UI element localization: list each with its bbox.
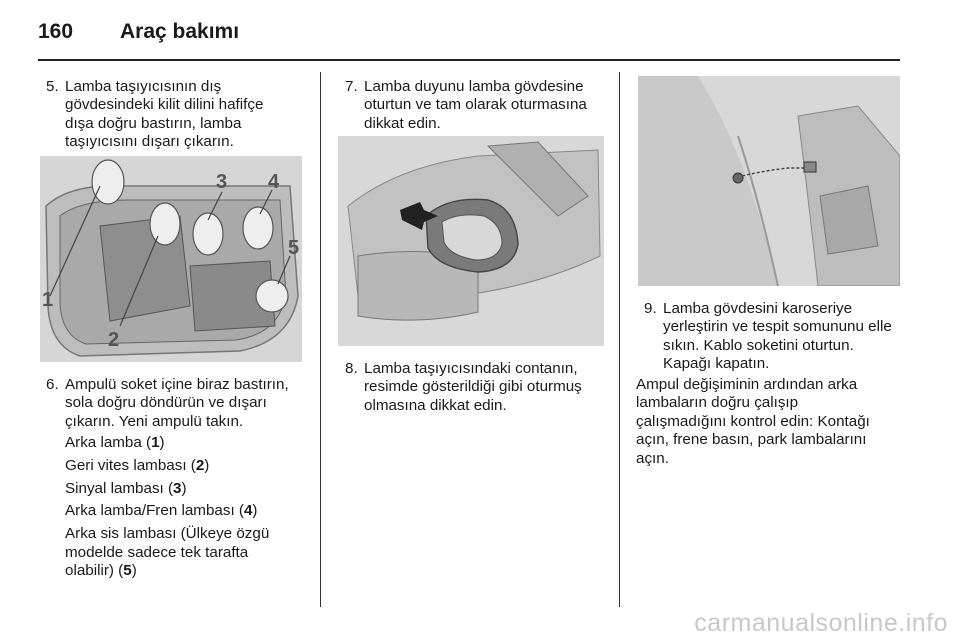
step-line: oturtun ve tam olarak oturmasına — [364, 96, 587, 114]
step-7 — [345, 78, 615, 133]
housing-illustration — [638, 76, 900, 286]
step-line: taşıyıcısını dışarı çıkarın. — [65, 133, 234, 151]
bulb-item: Sinyal lambası (3) — [65, 479, 187, 497]
closing-paragraph: Ampul değişiminin ardından arka lambaların doğru çalışıp çalışmadığını kontrol edin: Kontağı açın, frene basın, park lambalarını açın. — [636, 376, 870, 467]
step-line: Lamba taşıyıcısındaki contanın, — [364, 360, 578, 377]
step-line: olmasına dikkat edin. — [364, 396, 507, 414]
step-line: sola doğru döndürün ve dışarı — [65, 394, 267, 412]
page-number: 160 — [38, 20, 74, 43]
step-number: 8. — [345, 360, 358, 377]
step-line: Lamba taşıyıcısının dış — [65, 78, 222, 95]
bulb-4-shape — [243, 207, 273, 249]
callout-3: 3 — [216, 171, 228, 193]
step-number: 9. — [644, 300, 657, 317]
step-line: gövdesindeki kilit dilini hafifçe — [65, 96, 264, 114]
socket-illustration — [338, 136, 604, 346]
callout-1: 1 — [42, 289, 54, 311]
figure-lamp-housing — [638, 76, 900, 286]
step-number: 6. — [46, 376, 59, 393]
step-line: çıkarın. Yeni ampulü takın. — [65, 412, 244, 430]
step-line: Kapağı kapatın. — [663, 355, 770, 373]
step-line: Lamba duyunu lamba gövdesine — [364, 78, 584, 95]
figure-bulb-socket — [338, 136, 604, 346]
header-rule — [38, 59, 900, 61]
nut-shape — [733, 173, 743, 183]
step-line: dışa doğru bastırın, lamba — [65, 114, 242, 132]
step-8 — [345, 360, 615, 415]
step-number: 7. — [345, 78, 358, 95]
callout-4: 4 — [268, 171, 280, 193]
page-header — [38, 14, 918, 54]
step-5 — [46, 78, 316, 152]
step-number: 5. — [46, 78, 59, 95]
column-divider-2 — [619, 72, 620, 607]
figure-tail-lamp-bulbs — [40, 156, 302, 362]
bulb-item: Geri vites lambası (2) — [65, 456, 210, 474]
tail-lamp-illustration — [40, 156, 302, 362]
bulb-item-fog: Arka sis lambası (Ülkeye özgü modelde sadece tek tarafta olabilir) (5) — [65, 525, 270, 579]
callout-2: 2 — [108, 329, 120, 351]
bulb-item: Arka lamba/Fren lambası (4) — [65, 502, 258, 520]
chapter-title: Araç bakımı — [120, 20, 240, 43]
bulb-list — [65, 434, 315, 580]
bulb-1-shape — [92, 160, 124, 204]
step-6 — [46, 376, 318, 431]
step-line: sıkın. Kablo soketini oturtun. — [663, 336, 854, 354]
bulb-5-shape — [256, 280, 288, 312]
bulb-2-shape — [150, 203, 180, 245]
step-9 — [644, 300, 906, 374]
step-line: yerleştirin ve tespit somununu elle — [663, 318, 892, 336]
bulb-item: Arka lamba (1) — [65, 434, 165, 451]
step-line: resimde gösterildiği gibi oturmuş — [364, 378, 582, 396]
step-line: Ampulü soket içine biraz bastırın, — [65, 376, 289, 393]
watermark: carmanualsonline.info — [694, 609, 948, 637]
column-divider-1 — [320, 72, 321, 607]
callout-5: 5 — [288, 237, 300, 259]
step-line: dikkat edin. — [364, 114, 441, 132]
step-line: Lamba gövdesini karoseriye — [663, 300, 853, 317]
